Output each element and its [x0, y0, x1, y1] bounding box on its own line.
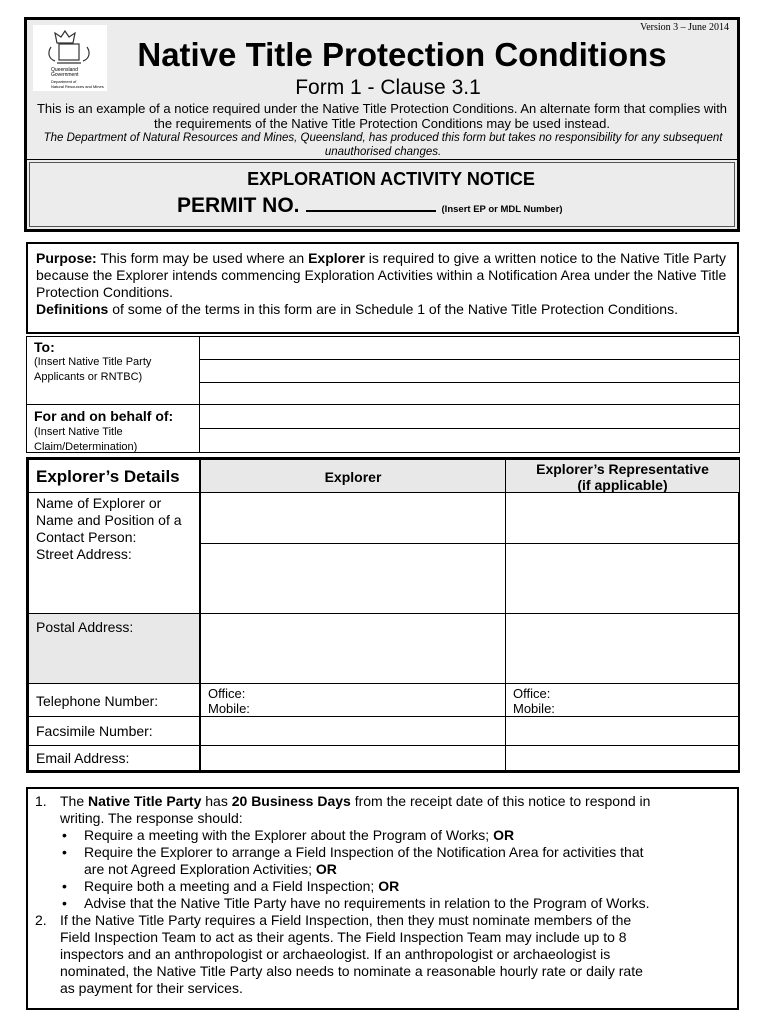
explorer-email-field[interactable] [200, 745, 506, 771]
mobile-label: Mobile: [513, 701, 555, 716]
representative-phone-field[interactable] [505, 683, 740, 717]
email-label-cell [28, 745, 200, 771]
intro-text: This is an example of a notice required under the Native Title Protection Conditions. An alternate form that complies with the requirements of the Native Title Protection Conditions may be used instead. [36, 101, 728, 131]
permit-hint: (Insert EP or MDL Number) [441, 204, 563, 215]
office-label: Office: [513, 686, 551, 701]
name-of-explorer-label: Name of Explorer or Name and Position of a Contact Person: [36, 495, 182, 545]
version-label: Version 3 – June 2014 [640, 22, 729, 33]
explorer-street-field[interactable] [200, 543, 506, 614]
definitions-label: Definitions [36, 301, 109, 317]
explorer-term: Explorer [308, 250, 365, 266]
svg-text:Government: Government [51, 72, 79, 78]
to-field-1[interactable] [199, 336, 740, 360]
to-field-3[interactable] [199, 382, 740, 405]
behalf-field-2[interactable] [199, 428, 740, 453]
street-address-label: Street Address: [36, 546, 132, 562]
representative-name-field[interactable] [505, 492, 740, 544]
representative-email-field[interactable] [505, 745, 740, 771]
bullet-icon: • [62, 895, 67, 911]
bullet-icon: • [62, 878, 67, 894]
notice-heading: EXPLORATION ACTIVITY NOTICE [247, 169, 535, 189]
office-label: Office: [208, 686, 246, 701]
fax-label-cell [28, 716, 200, 746]
representative-postal-field[interactable] [505, 613, 740, 684]
explorer-details-table [26, 457, 740, 773]
phone-label-cell [28, 683, 200, 717]
to-hint: (Insert Native Title Party Applicants or RNTBC) [34, 356, 152, 383]
svg-text:Natural Resources and Mines: Natural Resources and Mines [51, 84, 104, 89]
behalf-label: For and on behalf of: [34, 408, 174, 424]
instructions-box: 1. The Native Title Party has 20 Business Days from the receipt date of this notice to respond in writing. The response should: • Require a meeting with the Explorer about the Program of Works; OR • Require the Explorer to arrange a Field Inspection of the Notification Area for activities that are not Agreed Exploration Activities; OR • Require both a meeting and a Field Inspection; OR • Advise that the Native Title Party have no requirements in relation to the Program of Works. 2. If the Native Title Party requires a Field Inspection, then they must nominate members of the Field Inspection Team to act as their agents. The Field Inspection Team may include up to 8 inspectors and an anthropologist or archaeologist. If an anthropologist or archaeologist is nominated, the Native Title Party also needs to nominate a reasonable hourly rate or daily rate as payment for their services. [26, 787, 739, 1010]
permit-line [177, 192, 563, 218]
telephone-number-label: Telephone Number: [36, 693, 159, 709]
bullet-icon: • [62, 827, 67, 843]
logo-text: Queensland [51, 67, 78, 73]
behalf-label-cell [26, 404, 200, 453]
mobile-label: Mobile: [208, 701, 250, 716]
svg-text:Department of: Department of [51, 79, 77, 84]
bullet-icon: • [62, 844, 67, 860]
form-header [24, 17, 740, 162]
explorer-postal-field[interactable] [200, 613, 506, 684]
postal-label-cell [28, 613, 200, 684]
permit-label: PERMIT NO. [177, 194, 300, 217]
form-subtitle: Form 1 - Clause 3.1 [295, 76, 481, 99]
to-label: To: [34, 339, 55, 355]
postal-address-label: Postal Address: [36, 619, 134, 635]
purpose-box [26, 242, 739, 334]
explorer-column-header: Explorer [200, 459, 506, 493]
email-address-label: Email Address: [36, 750, 130, 766]
explorer-details-title: Explorer’s Details [36, 467, 180, 486]
representative-fax-field[interactable] [505, 716, 740, 746]
purpose-text: Purpose: This form may be used where an Explorer is required to give a written notice to the Native Title Party because the Explorer intends commencing Exploration Activities within a Notification Area under the Native Title Protection Conditions. Definitions of some of the terms in this form are in Schedule 1 of the Native Title Protection Conditions. [36, 250, 727, 317]
behalf-field-1[interactable] [199, 404, 740, 429]
explorer-name-field[interactable] [200, 492, 506, 544]
disclaimer-text: The Department of Natural Resources and Mines, Queensland, has produced this form but takes no responsibility for any subsequent unauthorised changes. [43, 132, 723, 158]
representative-column-header: Explorer’s Representative (if applicable) [505, 459, 740, 493]
notice-box [24, 160, 740, 232]
explorer-details-title-cell [28, 459, 200, 493]
behalf-hint: (Insert Native Title Claim/Determination) [34, 426, 138, 453]
permit-number-field[interactable] [306, 192, 436, 212]
name-street-label-cell [28, 492, 200, 614]
form-title: Native Title Protection Conditions [137, 36, 667, 73]
explorer-phone-field[interactable] [200, 683, 506, 717]
representative-street-field[interactable] [505, 543, 740, 614]
explorer-fax-field[interactable] [200, 716, 506, 746]
to-field-2[interactable] [199, 359, 740, 383]
purpose-label: Purpose: [36, 250, 97, 266]
facsimile-number-label: Facsimile Number: [36, 723, 153, 739]
to-label-cell [26, 336, 200, 405]
